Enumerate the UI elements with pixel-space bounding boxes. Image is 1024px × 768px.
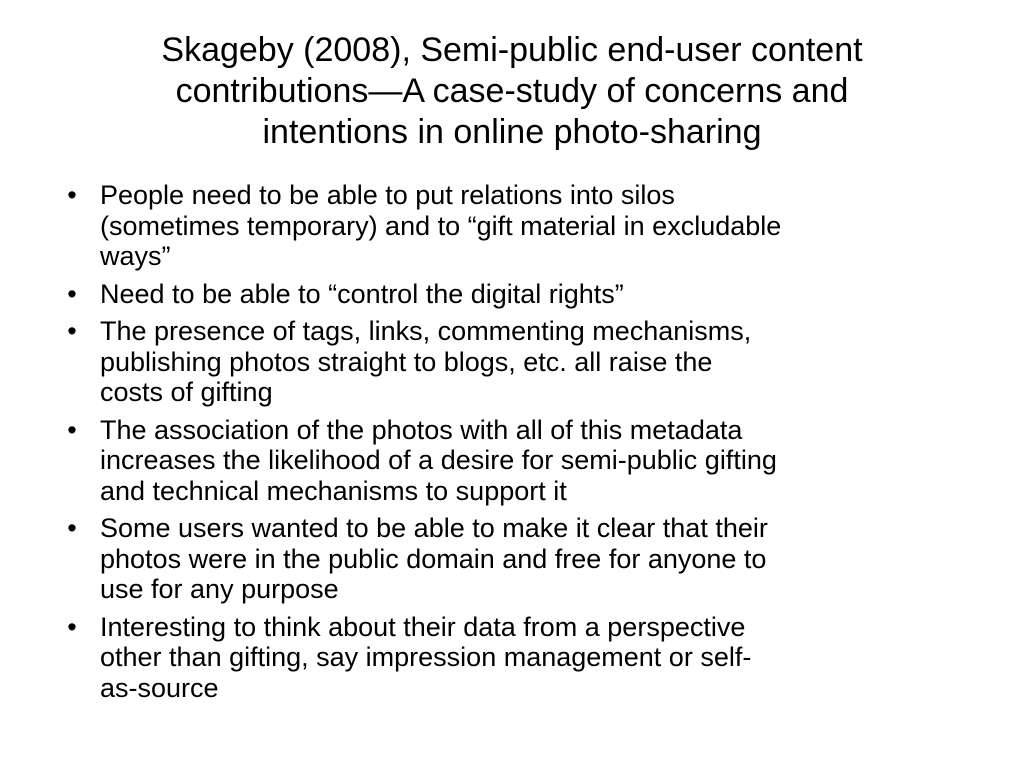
bullet-dot-icon: • <box>67 180 77 210</box>
bullet-dot-icon: • <box>67 513 77 543</box>
bullet-item <box>58 279 978 310</box>
bullet-text-line: increases the likelihood of a desire for semi-public gifting <box>100 445 777 475</box>
bullet-text-line: Need to be able to “control the digital rights” <box>100 278 624 309</box>
bullet-text-line: Interesting to think about their data from a perspective <box>100 611 746 642</box>
slide-title-line: Skageby (2008), Semi-public end-user content <box>161 31 863 69</box>
bullet-item <box>58 612 978 704</box>
bullet-text-line: Some users wanted to be able to make it clear that their <box>100 513 768 543</box>
bullet-text-line: other than gifting, say impression management or self- <box>100 642 752 672</box>
bullet-text-line: The presence of tags, links, commenting mechanisms, <box>100 316 752 346</box>
slide-title-line: contributions—A case-study of concerns and <box>175 72 849 110</box>
bullet-text-line: costs of gifting <box>100 377 273 407</box>
bullet-text-line: as-source <box>100 672 219 703</box>
bullet-text-line: use for any purpose <box>100 574 339 604</box>
bullet-text-line: (sometimes temporary) and to “gift material in excludable <box>100 210 782 241</box>
slide-title <box>60 30 964 153</box>
bullet-text-line: The association of the photos with all of this metadata <box>100 414 743 445</box>
bullet-text-line: People need to be able to put relations into silos <box>100 180 675 210</box>
bullet-text-line: ways” <box>100 241 171 271</box>
bullet-dot-icon: • <box>67 611 77 642</box>
bullet-item <box>58 316 978 408</box>
bullet-text-line: publishing photos straight to blogs, etc. all raise the <box>100 346 713 377</box>
bullet-dot-icon: • <box>67 316 77 346</box>
bullet-text-line: photos were in the public domain and free for anyone to <box>100 543 767 574</box>
bullet-dot-icon: • <box>67 414 77 445</box>
slide-title-line: intentions in online photo-sharing <box>262 113 762 151</box>
bullet-text-line: and technical mechanisms to support it <box>100 475 567 506</box>
bullet-item <box>58 513 978 605</box>
bullet-dot-icon: • <box>67 278 77 309</box>
bullet-list <box>58 180 978 710</box>
bullet-item <box>58 180 978 272</box>
bullet-item <box>58 415 978 507</box>
